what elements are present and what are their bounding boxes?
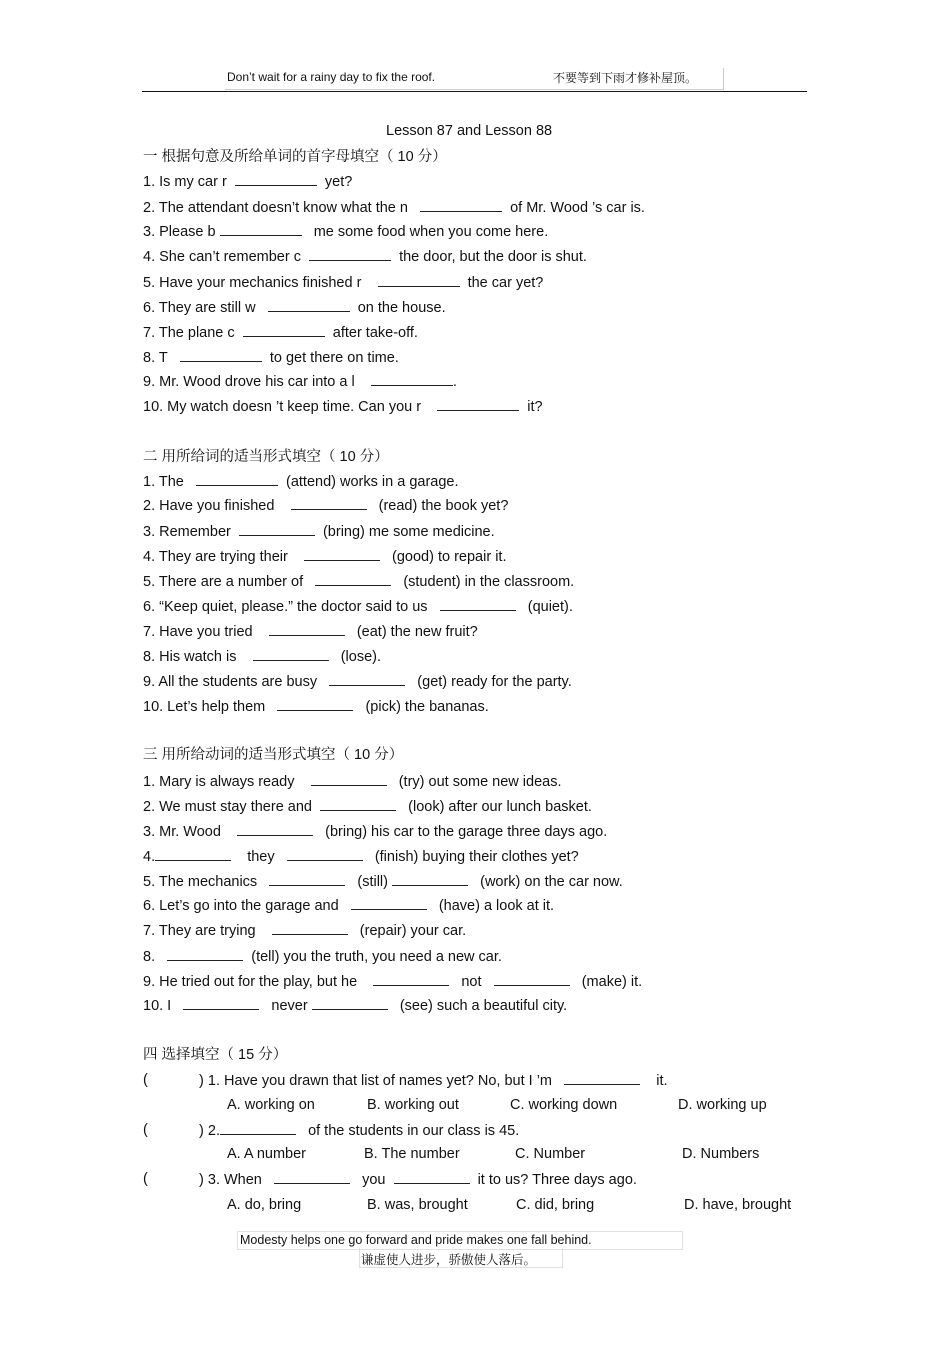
s3-q4: 4. they (finish) buying their clothes yet? xyxy=(143,849,579,865)
answer-blank[interactable] xyxy=(315,573,391,586)
answer-blank[interactable] xyxy=(437,398,519,411)
s2-q1: 1. The (attend) works in a garage. xyxy=(143,474,459,490)
s1-q2: 2. The attendant doesn’t know what the n of Mr. Wood ’s car is. xyxy=(143,200,645,216)
answer-blank[interactable] xyxy=(235,173,317,186)
answer-blank[interactable] xyxy=(378,274,460,287)
s2-q4: 4. They are trying their (good) to repair it. xyxy=(143,549,507,565)
s4-q2-option-c[interactable]: C. Number xyxy=(515,1146,586,1162)
header-motto-en: Don’t wait for a rainy day to fix the roof. xyxy=(227,70,436,84)
answer-blank[interactable] xyxy=(440,598,516,611)
section2-heading: 二 用所给词的适当形式填空（ 10 分） xyxy=(143,449,389,465)
answer-blank[interactable] xyxy=(155,848,231,861)
s4-q3-answer-slot[interactable] xyxy=(152,1169,196,1187)
answer-blank[interactable] xyxy=(287,848,363,861)
answer-blank[interactable] xyxy=(312,997,388,1010)
answer-blank[interactable] xyxy=(220,223,302,236)
s4-q1-option-a[interactable]: A. working on xyxy=(227,1097,315,1113)
s4-q1-open-paren: ( xyxy=(143,1072,148,1088)
s3-q6: 6. Let’s go into the garage and (have) a look at it. xyxy=(143,898,555,914)
s3-q7: 7. They are trying (repair) your car. xyxy=(143,923,467,939)
answer-blank[interactable] xyxy=(494,973,570,986)
s2-q8: 8. His watch is (lose). xyxy=(143,649,381,665)
s4-q1-stem: ) 1. Have you drawn that list of names yet? No, but I ’m it. xyxy=(199,1073,668,1089)
s4-q3-open-paren: ( xyxy=(143,1171,148,1187)
page-title: Lesson 87 and Lesson 88 xyxy=(386,123,553,139)
s4-q2-open-paren: ( xyxy=(143,1122,148,1138)
s4-q1-option-c[interactable]: C. working down xyxy=(510,1097,618,1113)
answer-blank[interactable] xyxy=(309,248,391,261)
s1-q4: 4. She can’t remember c the door, but the door is shut. xyxy=(143,249,587,265)
header-rule xyxy=(142,91,807,92)
answer-blank[interactable] xyxy=(392,873,468,886)
answer-blank[interactable] xyxy=(220,1122,296,1135)
s2-q10: 10. Let’s help them (pick) the bananas. xyxy=(143,699,489,715)
s1-q5: 5. Have your mechanics finished r the car yet? xyxy=(143,275,544,291)
s4-q2-option-b[interactable]: B. The number xyxy=(364,1146,460,1162)
answer-blank[interactable] xyxy=(564,1072,640,1085)
s3-q5: 5. The mechanics (still) (work) on the car now. xyxy=(143,874,623,890)
answer-blank[interactable] xyxy=(272,922,348,935)
s4-q3-option-d[interactable]: D. have, brought xyxy=(684,1197,792,1213)
s4-q2-answer-slot[interactable] xyxy=(152,1120,196,1138)
answer-blank[interactable] xyxy=(167,948,243,961)
s2-q6: 6. “Keep quiet, please.” the doctor said to us (quiet). xyxy=(143,599,573,615)
s4-q2-stem: ) 2. of the students in our class is 45. xyxy=(199,1123,520,1139)
answer-blank[interactable] xyxy=(329,673,405,686)
answer-blank[interactable] xyxy=(351,897,427,910)
section3-heading: 三 用所给动词的适当形式填空（ 10 分） xyxy=(143,747,404,763)
answer-blank[interactable] xyxy=(269,623,345,636)
answer-blank[interactable] xyxy=(268,299,350,312)
s4-q1-option-d[interactable]: D. working up xyxy=(678,1097,767,1113)
answer-blank[interactable] xyxy=(243,324,325,337)
s2-q5: 5. There are a number of (student) in the classroom. xyxy=(143,574,575,590)
answer-blank[interactable] xyxy=(304,548,380,561)
answer-blank[interactable] xyxy=(371,373,453,386)
answer-blank[interactable] xyxy=(269,873,345,886)
s4-q2-option-d[interactable]: D. Numbers xyxy=(682,1146,760,1162)
s3-q10: 10. I never (see) such a beautiful city. xyxy=(143,998,568,1014)
s3-q2: 2. We must stay there and (look) after our lunch basket. xyxy=(143,799,592,815)
s4-q3-option-a[interactable]: A. do, bring xyxy=(227,1197,302,1213)
answer-blank[interactable] xyxy=(320,798,396,811)
s4-q3-option-c[interactable]: C. did, bring xyxy=(516,1197,595,1213)
answer-blank[interactable] xyxy=(183,997,259,1010)
s4-q1-answer-slot[interactable] xyxy=(152,1070,196,1088)
s1-q10: 10. My watch doesn ’t keep time. Can you r it? xyxy=(143,399,543,415)
answer-blank[interactable] xyxy=(311,773,387,786)
answer-blank[interactable] xyxy=(277,698,353,711)
footer-motto-cn: 谦虚使人进步，骄傲使人落后。 xyxy=(361,1253,537,1267)
s2-q9: 9. All the students are busy (get) ready for the party. xyxy=(143,674,572,690)
s4-q3-stem: ) 3. When you it to us? Three days ago. xyxy=(199,1172,637,1188)
answer-blank[interactable] xyxy=(239,523,315,536)
answer-blank[interactable] xyxy=(196,473,278,486)
section1-heading: 一 根据句意及所给单词的首字母填空（ 10 分） xyxy=(143,149,447,165)
s4-q3-option-b[interactable]: B. was, brought xyxy=(367,1197,468,1213)
s3-q8: 8. (tell) you the truth, you need a new car. xyxy=(143,949,502,965)
s2-q3: 3. Remember (bring) me some medicine. xyxy=(143,524,495,540)
s2-q2: 2. Have you finished (read) the book yet? xyxy=(143,498,509,514)
answer-blank[interactable] xyxy=(291,497,367,510)
footer-motto-en: Modesty helps one go forward and pride makes one fall behind. xyxy=(240,1233,592,1247)
answer-blank[interactable] xyxy=(237,823,313,836)
answer-blank[interactable] xyxy=(373,973,449,986)
s1-q6: 6. They are still w on the house. xyxy=(143,300,446,316)
s1-q3: 3. Please b me some food when you come here. xyxy=(143,224,549,240)
s2-q7: 7. Have you tried (eat) the new fruit? xyxy=(143,624,478,640)
s4-q1-option-b[interactable]: B. working out xyxy=(367,1097,459,1113)
header-motto-cn: 不要等到下雨才修补屋顶。 xyxy=(553,71,698,85)
answer-blank[interactable] xyxy=(274,1171,350,1184)
answer-blank[interactable] xyxy=(180,349,262,362)
s3-q1: 1. Mary is always ready (try) out some new ideas. xyxy=(143,774,562,790)
s3-q3: 3. Mr. Wood (bring) his car to the garage three days ago. xyxy=(143,824,608,840)
s1-q8: 8. T to get there on time. xyxy=(143,350,399,366)
s3-q9: 9. He tried out for the play, but he not (make) it. xyxy=(143,974,643,990)
section4-heading: 四 选择填空（ 15 分） xyxy=(143,1047,288,1063)
s1-q9: 9. Mr. Wood drove his car into a l . xyxy=(143,374,457,390)
s1-q1: 1. Is my car r yet? xyxy=(143,174,353,190)
answer-blank[interactable] xyxy=(420,199,502,212)
answer-blank[interactable] xyxy=(253,648,329,661)
s1-q7: 7. The plane c after take-off. xyxy=(143,325,418,341)
s4-q2-option-a[interactable]: A. A number xyxy=(227,1146,306,1162)
answer-blank[interactable] xyxy=(394,1171,470,1184)
